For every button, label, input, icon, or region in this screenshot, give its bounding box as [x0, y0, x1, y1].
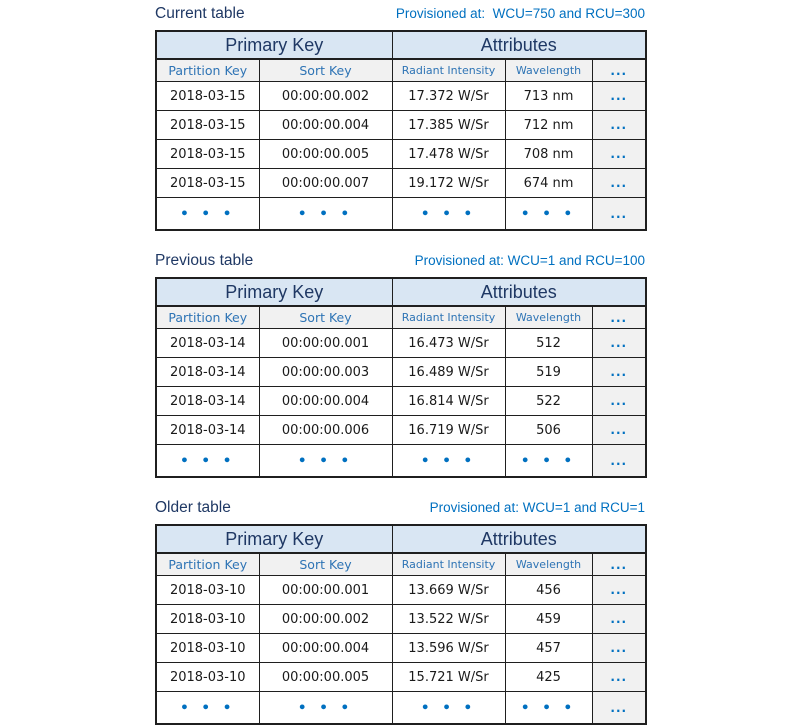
- ellipsis-cell: ...: [592, 576, 646, 605]
- column-header-sort-key: Sort Key: [259, 306, 392, 329]
- table-cell-sort-key: 00:00:00.006: [259, 416, 392, 445]
- column-header-row: [156, 306, 646, 329]
- table-cell-radiant-intensity: 19.172 W/Sr: [392, 169, 505, 198]
- table-cell-radiant-intensity: 16.814 W/Sr: [392, 387, 505, 416]
- table-cell-wavelength: 713 nm: [505, 82, 592, 111]
- table-cell-partition-key: 2018-03-15: [156, 169, 259, 198]
- table-cell-partition-key: 2018-03-14: [156, 329, 259, 358]
- table-block-header: [155, 252, 645, 272]
- ellipsis-cell: ...: [592, 82, 646, 111]
- ellipsis-dots-cell: • • •: [259, 198, 392, 231]
- ellipsis-cell: ...: [592, 387, 646, 416]
- table-cell-sort-key: 00:00:00.003: [259, 358, 392, 387]
- ellipsis-dots-cell: • • •: [392, 692, 505, 725]
- table-cell-radiant-intensity: 13.669 W/Sr: [392, 576, 505, 605]
- table-row: [156, 169, 646, 198]
- table-cell-wavelength: 459: [505, 605, 592, 634]
- ellipsis-cell: ...: [592, 198, 646, 231]
- table-row: [156, 634, 646, 663]
- ellipsis-cell: ...: [592, 329, 646, 358]
- provisioned-capacity-label: Provisioned at: WCU=1 and RCU=1: [429, 500, 645, 515]
- column-header-partition-key: Partition Key: [156, 553, 259, 576]
- table-cell-radiant-intensity: 17.372 W/Sr: [392, 82, 505, 111]
- table-block-previous: [155, 252, 645, 478]
- column-header-wavelength: Wavelength: [505, 553, 592, 576]
- table-cell-wavelength: 456: [505, 576, 592, 605]
- table-cell-radiant-intensity: 17.385 W/Sr: [392, 111, 505, 140]
- column-header-partition-key: Partition Key: [156, 59, 259, 82]
- group-header-row: [156, 525, 646, 553]
- group-header-attributes: Attributes: [392, 278, 646, 306]
- table-cell-sort-key: 00:00:00.001: [259, 576, 392, 605]
- table-cell-wavelength: 519: [505, 358, 592, 387]
- table-cell-partition-key: 2018-03-10: [156, 634, 259, 663]
- column-header-radiant-intensity: Radiant Intensity: [392, 553, 505, 576]
- table-block-older: [155, 499, 645, 725]
- column-header-more: ...: [592, 306, 646, 329]
- ellipsis-dots-cell: • • •: [505, 445, 592, 478]
- table-row: [156, 416, 646, 445]
- table-cell-radiant-intensity: 16.489 W/Sr: [392, 358, 505, 387]
- table-row: [156, 576, 646, 605]
- previous-table-title: Previous table: [155, 252, 254, 269]
- column-header-radiant-intensity: Radiant Intensity: [392, 59, 505, 82]
- table-cell-wavelength: 708 nm: [505, 140, 592, 169]
- group-header-primary-key: Primary Key: [156, 278, 392, 306]
- table-cell-sort-key: 00:00:00.002: [259, 605, 392, 634]
- current-table-title: Current table: [155, 5, 245, 22]
- table-row: [156, 111, 646, 140]
- ellipsis-cell: ...: [592, 663, 646, 692]
- table-cell-partition-key: 2018-03-10: [156, 663, 259, 692]
- table-cell-wavelength: 712 nm: [505, 111, 592, 140]
- provisioned-capacity-label: Provisioned at: WCU=750 and RCU=300: [395, 6, 645, 21]
- table-cell-wavelength: 506: [505, 416, 592, 445]
- ellipsis-dots-cell: • • •: [156, 692, 259, 725]
- table-row: [156, 329, 646, 358]
- table-cell-partition-key: 2018-03-10: [156, 576, 259, 605]
- table-cell-wavelength: 522: [505, 387, 592, 416]
- table-cell-partition-key: 2018-03-15: [156, 82, 259, 111]
- ellipsis-cell: ...: [592, 634, 646, 663]
- table-cell-sort-key: 00:00:00.004: [259, 111, 392, 140]
- group-header-primary-key: Primary Key: [156, 525, 392, 553]
- ellipsis-row: [156, 692, 646, 725]
- column-header-row: [156, 59, 646, 82]
- group-header-attributes: Attributes: [392, 525, 646, 553]
- group-header-row: [156, 31, 646, 59]
- group-header-row: [156, 278, 646, 306]
- table-block-header: [155, 499, 645, 519]
- table-cell-partition-key: 2018-03-15: [156, 111, 259, 140]
- table-block-header: [155, 5, 645, 25]
- table-cell-wavelength: 674 nm: [505, 169, 592, 198]
- previous-data-table: [155, 277, 647, 478]
- table-cell-radiant-intensity: 16.473 W/Sr: [392, 329, 505, 358]
- table-cell-radiant-intensity: 16.719 W/Sr: [392, 416, 505, 445]
- table-row: [156, 358, 646, 387]
- table-cell-partition-key: 2018-03-14: [156, 358, 259, 387]
- ellipsis-cell: ...: [592, 140, 646, 169]
- table-cell-sort-key: 00:00:00.005: [259, 663, 392, 692]
- ellipsis-cell: ...: [592, 416, 646, 445]
- ellipsis-cell: ...: [592, 692, 646, 725]
- provisioned-capacity-label: Provisioned at: WCU=1 and RCU=100: [414, 253, 645, 268]
- ellipsis-dots-cell: • • •: [156, 198, 259, 231]
- table-cell-radiant-intensity: 15.721 W/Sr: [392, 663, 505, 692]
- group-header-attributes: Attributes: [392, 31, 646, 59]
- column-header-partition-key: Partition Key: [156, 306, 259, 329]
- ellipsis-dots-cell: • • •: [392, 198, 505, 231]
- table-row: [156, 140, 646, 169]
- table-row: [156, 82, 646, 111]
- column-header-more: ...: [592, 59, 646, 82]
- table-cell-sort-key: 00:00:00.004: [259, 387, 392, 416]
- table-cell-radiant-intensity: 13.522 W/Sr: [392, 605, 505, 634]
- table-cell-sort-key: 00:00:00.005: [259, 140, 392, 169]
- ellipsis-row: [156, 198, 646, 231]
- table-cell-wavelength: 457: [505, 634, 592, 663]
- ellipsis-row: [156, 445, 646, 478]
- column-header-sort-key: Sort Key: [259, 553, 392, 576]
- group-header-primary-key: Primary Key: [156, 31, 392, 59]
- table-cell-wavelength: 512: [505, 329, 592, 358]
- table-row: [156, 387, 646, 416]
- column-header-wavelength: Wavelength: [505, 59, 592, 82]
- ellipsis-dots-cell: • • •: [156, 445, 259, 478]
- table-cell-wavelength: 425: [505, 663, 592, 692]
- table-cell-partition-key: 2018-03-15: [156, 140, 259, 169]
- ellipsis-cell: ...: [592, 445, 646, 478]
- ellipsis-cell: ...: [592, 169, 646, 198]
- ellipsis-dots-cell: • • •: [259, 692, 392, 725]
- table-cell-radiant-intensity: 13.596 W/Sr: [392, 634, 505, 663]
- ellipsis-cell: ...: [592, 605, 646, 634]
- table-cell-sort-key: 00:00:00.002: [259, 82, 392, 111]
- table-cell-sort-key: 00:00:00.004: [259, 634, 392, 663]
- table-cell-partition-key: 2018-03-10: [156, 605, 259, 634]
- table-cell-radiant-intensity: 17.478 W/Sr: [392, 140, 505, 169]
- column-header-more: ...: [592, 553, 646, 576]
- column-header-sort-key: Sort Key: [259, 59, 392, 82]
- ellipsis-dots-cell: • • •: [259, 445, 392, 478]
- column-header-wavelength: Wavelength: [505, 306, 592, 329]
- column-header-row: [156, 553, 646, 576]
- table-row: [156, 663, 646, 692]
- ellipsis-dots-cell: • • •: [505, 692, 592, 725]
- ellipsis-cell: ...: [592, 111, 646, 140]
- older-table-title: Older table: [155, 499, 231, 516]
- table-row: [156, 605, 646, 634]
- current-data-table: [155, 30, 647, 231]
- table-cell-sort-key: 00:00:00.001: [259, 329, 392, 358]
- table-cell-partition-key: 2018-03-14: [156, 416, 259, 445]
- ellipsis-dots-cell: • • •: [505, 198, 592, 231]
- column-header-radiant-intensity: Radiant Intensity: [392, 306, 505, 329]
- ellipsis-dots-cell: • • •: [392, 445, 505, 478]
- table-block-current: [155, 5, 645, 231]
- older-data-table: [155, 524, 647, 725]
- ellipsis-cell: ...: [592, 358, 646, 387]
- table-cell-partition-key: 2018-03-14: [156, 387, 259, 416]
- table-cell-sort-key: 00:00:00.007: [259, 169, 392, 198]
